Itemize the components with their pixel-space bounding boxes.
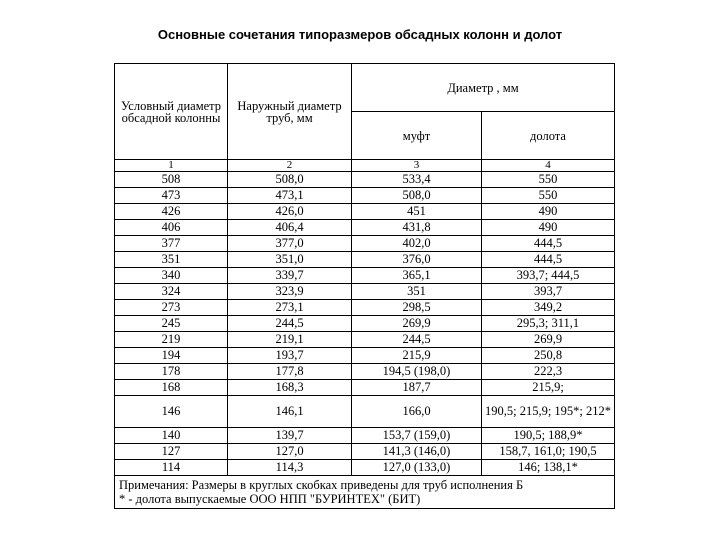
cell-outer-diameter: 244,5 [228, 316, 352, 332]
cell-coupling-diameter: 365,1 [352, 268, 482, 284]
cell-coupling-diameter: 298,5 [352, 300, 482, 316]
cell-outer-diameter: 127,0 [228, 444, 352, 460]
cell-coupling-diameter: 431,8 [352, 220, 482, 236]
table-row [115, 220, 615, 236]
table-row [115, 460, 615, 476]
note-line-1: Примечания: Размеры в круглых скобках приведены для труб исполнения Б [119, 478, 524, 492]
cell-bit-diameter: 490 [482, 204, 615, 220]
column-number: 4 [482, 160, 615, 172]
cell-outer-diameter: 323,9 [228, 284, 352, 300]
cell-casing-diameter: 245 [115, 316, 228, 332]
cell-outer-diameter: 146,1 [228, 396, 352, 428]
cell-bit-diameter: 190,5; 188,9* [482, 428, 615, 444]
column-number: 3 [352, 160, 482, 172]
casing-bit-table [114, 63, 615, 509]
cell-casing-diameter: 127 [115, 444, 228, 460]
cell-outer-diameter: 406,4 [228, 220, 352, 236]
table-row [115, 364, 615, 380]
cell-coupling-diameter: 508,0 [352, 188, 482, 204]
cell-casing-diameter: 324 [115, 284, 228, 300]
cell-coupling-diameter: 376,0 [352, 252, 482, 268]
cell-bit-diameter: 393,7 [482, 284, 615, 300]
cell-coupling-diameter: 153,7 (159,0) [352, 428, 482, 444]
cell-bit-diameter: 490 [482, 220, 615, 236]
cell-coupling-diameter: 127,0 (133,0) [352, 460, 482, 476]
cell-casing-diameter: 340 [115, 268, 228, 284]
table-row [115, 444, 615, 460]
cell-casing-diameter: 168 [115, 380, 228, 396]
cell-coupling-diameter: 166,0 [352, 396, 482, 428]
cell-outer-diameter: 351,0 [228, 252, 352, 268]
cell-outer-diameter: 168,3 [228, 380, 352, 396]
cell-bit-diameter: 550 [482, 172, 615, 188]
cell-casing-diameter: 140 [115, 428, 228, 444]
cell-outer-diameter: 219,1 [228, 332, 352, 348]
cell-coupling-diameter: 402,0 [352, 236, 482, 252]
header-casing-diameter: Условный диаметр обсадной колонны [115, 64, 228, 160]
cell-casing-diameter: 114 [115, 460, 228, 476]
cell-coupling-diameter: 141,3 (146,0) [352, 444, 482, 460]
cell-coupling-diameter: 451 [352, 204, 482, 220]
table-row [115, 268, 615, 284]
table-row [115, 284, 615, 300]
cell-outer-diameter: 139,7 [228, 428, 352, 444]
cell-casing-diameter: 508 [115, 172, 228, 188]
cell-outer-diameter: 114,3 [228, 460, 352, 476]
table-row [115, 188, 615, 204]
table-row [115, 252, 615, 268]
cell-bit-diameter: 215,9; [482, 380, 615, 396]
cell-bit-diameter: 222,3 [482, 364, 615, 380]
cell-outer-diameter: 508,0 [228, 172, 352, 188]
cell-outer-diameter: 193,7 [228, 348, 352, 364]
cell-bit-diameter: 146; 138,1* [482, 460, 615, 476]
note-line-2: * - долота выпускаемые ООО НПП "БУРИНТЕХ" (БИТ) [119, 492, 421, 506]
cell-bit-diameter: 349,2 [482, 300, 615, 316]
table-row [115, 236, 615, 252]
cell-bit-diameter: 444,5 [482, 236, 615, 252]
table-row [115, 316, 615, 332]
cell-coupling-diameter: 194,5 (198,0) [352, 364, 482, 380]
cell-bit-diameter: 250,8 [482, 348, 615, 364]
column-number: 1 [115, 160, 228, 172]
cell-bit-diameter: 158,7, 161,0; 190,5 [482, 444, 615, 460]
cell-outer-diameter: 377,0 [228, 236, 352, 252]
header-bit: долота [482, 112, 615, 160]
cell-bit-diameter: 444,5 [482, 252, 615, 268]
cell-bit-diameter: 550 [482, 188, 615, 204]
cell-casing-diameter: 219 [115, 332, 228, 348]
cell-bit-diameter: 295,3; 311,1 [482, 316, 615, 332]
cell-coupling-diameter: 351 [352, 284, 482, 300]
table-row [115, 300, 615, 316]
header-coupling: муфт [352, 112, 482, 160]
cell-casing-diameter: 194 [115, 348, 228, 364]
column-number: 2 [228, 160, 352, 172]
cell-casing-diameter: 426 [115, 204, 228, 220]
cell-coupling-diameter: 187,7 [352, 380, 482, 396]
cell-bit-diameter: 190,5; 215,9; 195*; 212* [482, 396, 615, 428]
cell-coupling-diameter: 244,5 [352, 332, 482, 348]
header-diameter-group: Диаметр , мм [352, 64, 615, 112]
page-title: Основные сочетания типоразмеров обсадных колонн и долот [157, 27, 563, 42]
cell-casing-diameter: 406 [115, 220, 228, 236]
cell-bit-diameter: 393,7; 444,5 [482, 268, 615, 284]
cell-casing-diameter: 146 [115, 396, 228, 428]
cell-casing-diameter: 377 [115, 236, 228, 252]
cell-outer-diameter: 273,1 [228, 300, 352, 316]
header-outer-diameter: Наружный диаметр труб, мм [228, 64, 352, 160]
table-row [115, 380, 615, 396]
cell-casing-diameter: 473 [115, 188, 228, 204]
cell-coupling-diameter: 533,4 [352, 172, 482, 188]
table-row [115, 172, 615, 188]
table-row [115, 396, 615, 428]
table-row [115, 348, 615, 364]
cell-casing-diameter: 273 [115, 300, 228, 316]
cell-coupling-diameter: 269,9 [352, 316, 482, 332]
cell-outer-diameter: 339,7 [228, 268, 352, 284]
cell-casing-diameter: 351 [115, 252, 228, 268]
cell-coupling-diameter: 215,9 [352, 348, 482, 364]
cell-outer-diameter: 473,1 [228, 188, 352, 204]
table-row [115, 332, 615, 348]
cell-bit-diameter: 269,9 [482, 332, 615, 348]
table-row [115, 204, 615, 220]
cell-casing-diameter: 178 [115, 364, 228, 380]
cell-outer-diameter: 426,0 [228, 204, 352, 220]
table-row [115, 428, 615, 444]
cell-outer-diameter: 177,8 [228, 364, 352, 380]
table-note [115, 476, 615, 509]
